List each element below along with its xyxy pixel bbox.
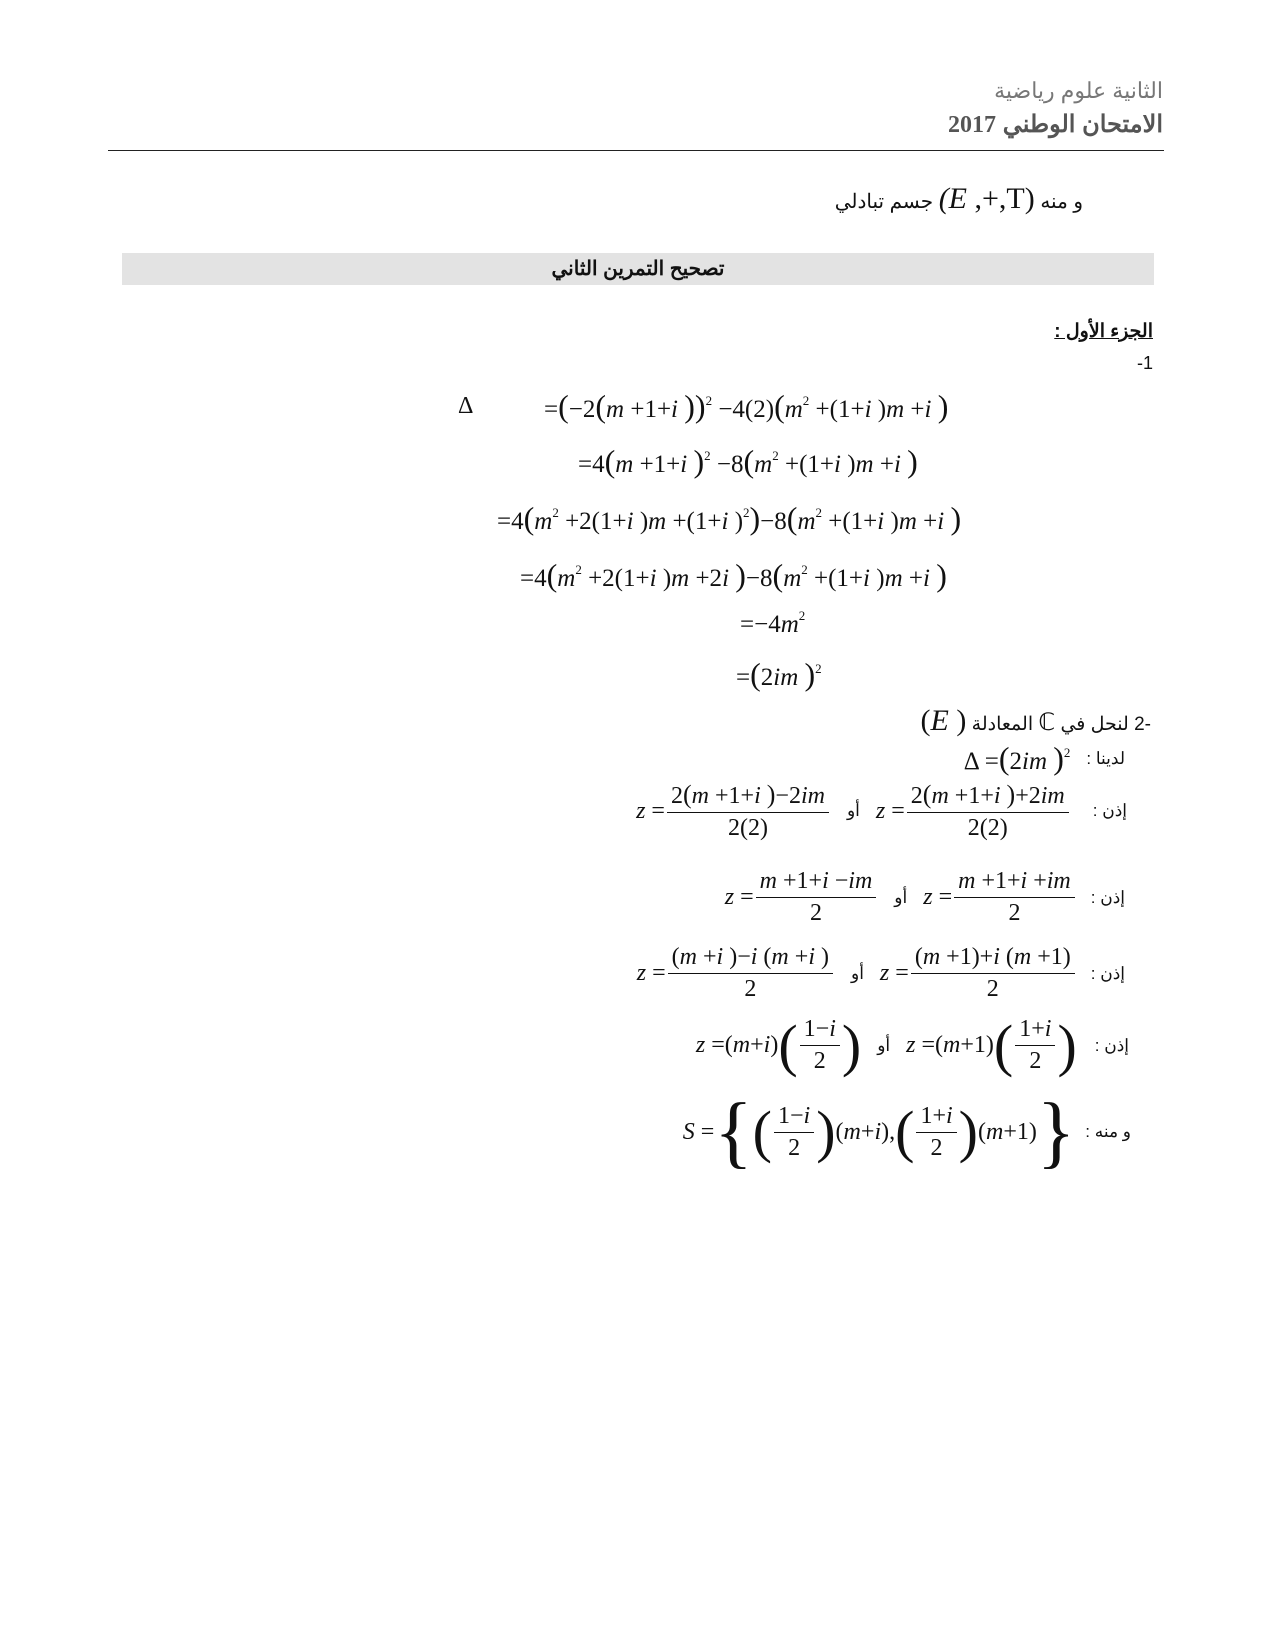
conclusion-suffix: جسم تبادلي	[834, 191, 934, 213]
derivation-line-1: =(−2(m +1+i ))$^2 -4(2)(m^2 +(1+i$ )m +i )	[544, 388, 949, 424]
solution-set-fraction-b: $\frac{1+i}{2}$	[916, 1103, 956, 1162]
delta-symbol: Δ	[458, 393, 474, 419]
q2-prefix: -2 لنحل في	[1060, 714, 1151, 735]
conclusion-structure: (E ,+,T)	[938, 182, 1035, 215]
solution-1-fraction-b: $\frac{2(m +1+i )+2im}{2(2)}$	[907, 780, 1069, 842]
header-exam-year: 2017	[948, 112, 997, 138]
solution-row-3: z = $\frac{(m +i )-i (m +i )}{2}$ أو z = $\frac{(m +1)+i (m +1)}{2}$ إذن :	[636, 944, 1125, 1002]
conclusion-line	[835, 182, 1083, 216]
question-1-label: -1	[1136, 353, 1153, 373]
or-label: أو	[877, 1035, 891, 1055]
solution-row-4: z =( m + i ) ( $\frac{1-i}{2}$ ) أو z =( m +1) ( $\frac{1+i}{2}$ ) إذن :	[695, 1012, 1129, 1078]
header-exam-text: الامتحان الوطني	[1002, 111, 1163, 138]
section-title: تصحيح التمرين الثاني	[551, 258, 725, 280]
header-divider	[108, 150, 1164, 151]
solution-set-row: S = { ( $\frac{1-i}{2}$ ) ( m + i ), ( $\frac{1+i}{2}$ ) ( m +1) } و منه :	[682, 1088, 1131, 1176]
or-label: أو	[894, 887, 908, 907]
derivation-line-5: $=-4m^2$	[740, 608, 806, 638]
solution-set-fraction-a: $\frac{1-i}{2}$	[774, 1103, 814, 1162]
solution-4-fraction-b: $\frac{1+i}{2}$	[1015, 1016, 1055, 1075]
hence-label: و منه :	[1085, 1122, 1131, 1141]
solution-row-1: z = $\frac{2(m +1+i )-2im}{2(2)}$ أو z = $\frac{2(m +1+i )+2im}{2(2)}$ إذن :	[636, 780, 1127, 841]
then-label: إذن :	[1090, 887, 1125, 907]
complex-set-symbol: ℂ	[1038, 710, 1056, 736]
solution-4-fraction-a: $\frac{1-i}{2}$	[800, 1016, 840, 1075]
solution-3-fraction-a: $\frac{(m +i )-i (m +i )}{2}$	[668, 944, 833, 1003]
we-have-label: لدينا :	[1086, 748, 1125, 768]
then-label: إذن :	[1094, 1035, 1129, 1055]
solution-3-fraction-b: $\frac{(m +1)+i (m +1)}{2}$	[911, 944, 1075, 1003]
derivation-line-2: =4(m +1+i )$^2 -8(m^2 +(1+i$ )m +i )	[578, 443, 918, 479]
derivation-line-4: $=4(m^2 +2(1+i$ )m +2i )$-8(m^2 +(1+i$ )m +i )	[520, 557, 947, 593]
header-exam-label	[948, 110, 1163, 139]
derivation-line-6: =(2im )$^2$	[736, 656, 822, 692]
q2-equation-ref: (E )	[920, 704, 967, 737]
or-label: أو	[846, 801, 860, 820]
conclusion-prefix: و منه	[1040, 191, 1083, 213]
solution-row-2: z = $\frac{m +1+i -im}{2}$ أو z = $\frac{m +1+i +im}{2}$ إذن :	[724, 868, 1125, 926]
q2-middle: المعادلة	[971, 714, 1034, 735]
solution-2-fraction-a: $\frac{m +1+i -im}{2}$	[756, 868, 877, 927]
then-label: إذن :	[1092, 801, 1127, 820]
then-label: إذن :	[1090, 963, 1125, 983]
delta-result-row	[964, 740, 1125, 777]
delta-result: Δ =(2im )$^2$	[963, 740, 1071, 776]
question-2-label	[921, 704, 1151, 738]
header-class-label: الثانية علوم رياضية	[994, 78, 1163, 103]
derivation-line-3: $=4(m^2 +2(1+i$ )m +(1+i )$^2)-8(m^2 +(1+i$ )m +i )	[497, 500, 962, 536]
or-label: أو	[850, 963, 864, 983]
part-label: الجزء الأول :	[1054, 321, 1153, 342]
solution-1-fraction-a: $\frac{2(m +1+i )-2im}{2(2)}$	[667, 780, 829, 842]
solution-2-fraction-b: $\frac{m +1+i +im}{2}$	[954, 868, 1075, 927]
